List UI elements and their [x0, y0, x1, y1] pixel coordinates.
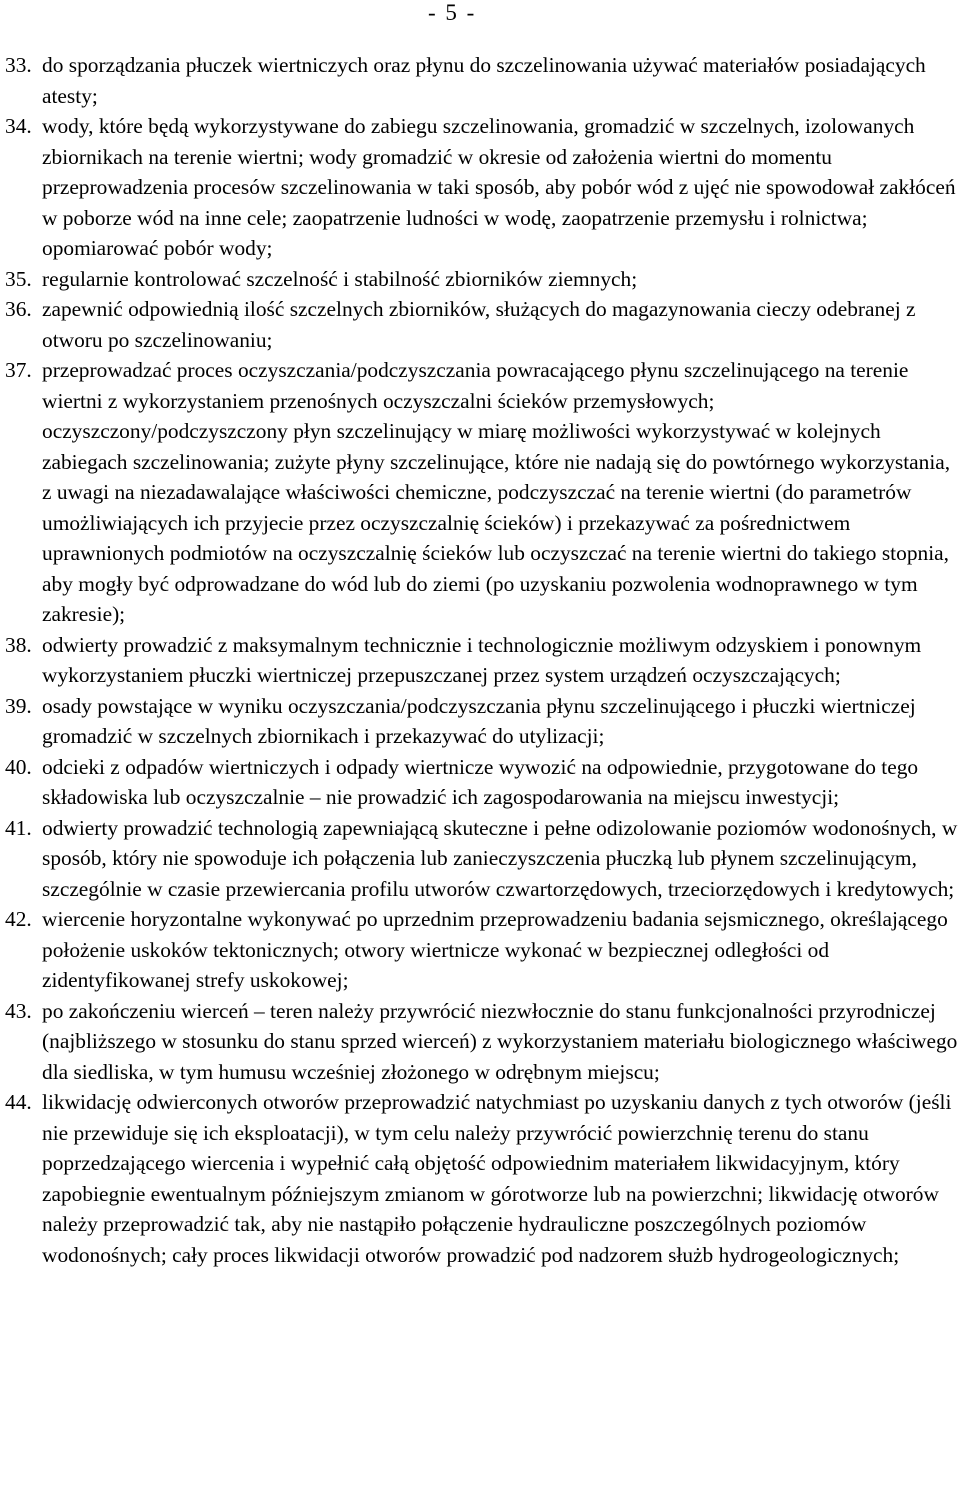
item-text: osady powstające w wyniku oczyszczania/podczyszczania płynu szczelinującego i płuczki wiertniczej gromadzić w szczelnych zbiornikach i przekazywać do utylizacji;: [42, 693, 916, 748]
list-item-43: [5, 996, 960, 1088]
item-text: odcieki z odpadów wiertniczych i odpady wiertnicze wywozić na odpowiednie, przygotowane do tego składowiska lub oczyszczalnie – nie prowadzić ich zagospodarowania na miejscu inwestycji;: [42, 754, 919, 809]
item-number: 34.: [5, 114, 32, 138]
item-text: do sporządzania płuczek wiertniczych oraz płynu do szczelinowania używać materiałów posiadających atesty;: [42, 53, 926, 108]
list-item-42: [5, 904, 960, 996]
list-item-39: [5, 691, 960, 752]
list-item-33: [5, 50, 960, 111]
item-number: 35.: [5, 266, 32, 291]
item-number: 39.: [5, 693, 32, 718]
item-text: regularnie kontrolować szczelność i stabilność zbiorników ziemnych;: [42, 266, 638, 291]
item-text: wiercenie horyzontalne wykonywać po uprzednim przeprowadzeniu badania sejsmicznego, określającego położenie uskoków tektonicznych; otwory wiertnicze wykonać w bezpiecznej odległości od zidentyfikowanej strefy uskokowej;: [42, 907, 948, 992]
item-number: 41.: [5, 815, 32, 840]
list-item-36: [5, 294, 960, 355]
item-text: wody, które będą wykorzystywane do zabiegu szczelinowania, gromadzić w szczelnych, izolowanych zbiornikach na terenie wiertni; wody gromadzić w okresie od założenia wiertni do momentu przeprowadzenia procesów szczelinowania w taki sposób, aby pobór wód z ujęć nie spowodował zakłóceń w poborze wód na inne cele; zaopatrzenie ludności w wodę, zaopatrzenie przemysłu i rolnictwa; opomiarować pobór wody;: [42, 114, 956, 260]
page-number: - 5 -: [428, 0, 477, 25]
item-number: 38.: [5, 632, 32, 657]
item-text: odwierty prowadzić z maksymalnym technicznie i technologicznie możliwym odzyskiem i ponownym wykorzystaniem płuczki wiertniczej przepuszczanej przez system urządzeń oczyszczających;: [42, 632, 922, 687]
item-text: likwidację odwierconych otworów przeprowadzić natychmiast po uzyskaniu danych z tych otworów (jeśli nie przewiduje się ich eksploatacji), w tym celu należy przywrócić powierzchnię terenu do stanu poprzedzającego wiercenia i wypełnić całą objętość odpowiednim materiałem likwidacyjnym, który zapobiegnie ewentualnym późniejszym zmianom w górotworze lub na powierzchni; likwidację otworów należy przeprowadzić tak, aby nie nastąpiło połączenie hydrauliczne poszczególnych poziomów wodonośnych; cały proces likwidacji otworów prowadzić pod nadzorem służb hydrogeologicznych;: [42, 1090, 952, 1267]
item-number: 40.: [5, 754, 32, 779]
condition-list: [5, 50, 960, 1270]
item-number: 42.: [5, 907, 32, 931]
list-item-44: [5, 1087, 960, 1270]
item-text: przeprowadzać proces oczyszczania/podczyszczania powracającego płynu szczelinującego na terenie wiertni z wykorzystaniem przenośnych oczyszczalni ścieków przemysłowych; oczyszczony/podczyszczony płyn szczelinujący w miarę możliwości wykorzystywać w kolejnych zabiegach szczelinowania; zużyte płyny szczelinujące, które nie nadają się do powtórnego wykorzystania, z uwagi na niezadawalające właściwości chemiczne, podczyszczać na terenie wiertni (do parametrów umożliwiających ich przyjecie przez oczyszczalnię ścieków) i przekazywać za pośrednictwem uprawnionych podmiotów na oczyszczalnię ścieków lub oczyszczać na terenie wiertni do takiego stopnia, aby mogły być odprowadzane do wód lub do ziemi (po uzyskaniu pozwolenia wodnoprawnego w tym zakresie);: [42, 358, 951, 626]
item-number: 37.: [5, 358, 32, 382]
list-item-35: [5, 264, 960, 295]
item-number: 33.: [5, 53, 32, 77]
list-item-34: [5, 111, 960, 264]
list-item-37: [5, 355, 960, 630]
list-item-41: [5, 813, 960, 905]
item-text: odwierty prowadzić technologią zapewniającą skuteczne i pełne odizolowanie poziomów wodonośnych, w sposób, który nie spowoduje ich połączenia lub zanieczyszczenia płuczką lub płynem szczelinującym, szczególnie w czasie przewiercania profilu utworów czwartorzędowych, trzeciorzędowych i kredytowych;: [42, 815, 958, 901]
item-number: 44.: [5, 1090, 32, 1114]
item-number: 43.: [5, 998, 32, 1023]
list-item-40: [5, 752, 960, 813]
item-number: 36.: [5, 297, 32, 321]
list-item-38: [5, 630, 960, 691]
item-text: zapewnić odpowiednią ilość szczelnych zbiorników, służących do magazynowania cieczy odebranej z otworu po szczelinowaniu;: [42, 297, 916, 352]
item-text: po zakończeniu wierceń – teren należy przywrócić niezwłocznie do stanu funkcjonalności przyrodniczej (najbliższego w stosunku do stanu sprzed wierceń) z wykorzystaniem materiału biologicznego właściwego dla siedliska, w tym humusu wcześniej złożonego w odrębnym miejscu;: [42, 998, 958, 1084]
